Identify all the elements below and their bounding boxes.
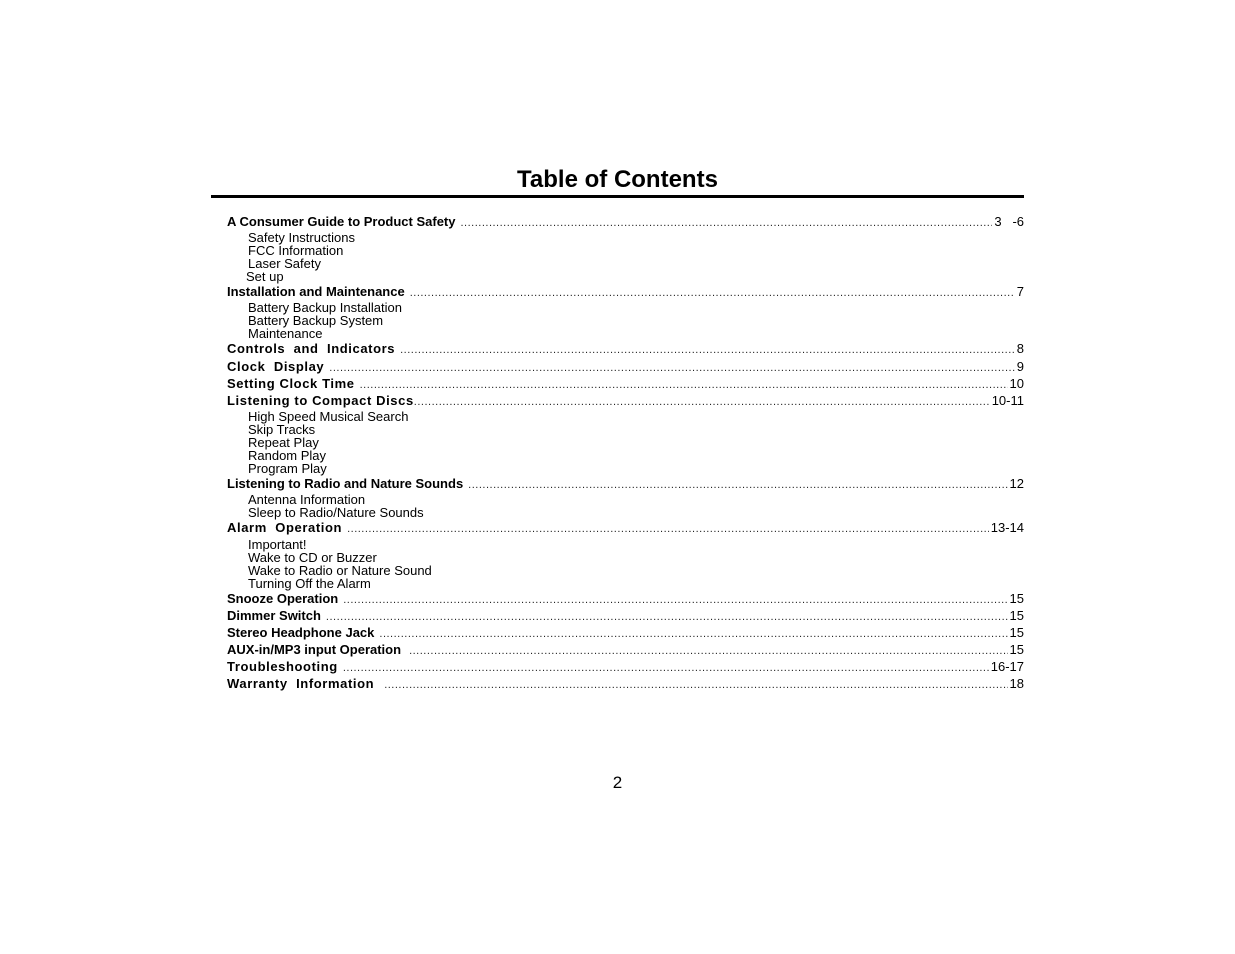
toc-subentries — [227, 492, 1024, 519]
toc-entry-label: Troubleshooting — [227, 659, 338, 675]
toc-entry-label: Snooze Operation — [227, 590, 339, 606]
page-title: Table of Contents — [517, 166, 718, 193]
toc-entry-page: 7 — [1016, 284, 1024, 300]
toc-entry[interactable] — [227, 475, 1024, 492]
page-number: 2 — [612, 773, 623, 792]
toc-subentry: Wake to CD or Buzzer — [248, 549, 377, 565]
dot-leader — [379, 626, 1007, 643]
toc-subentry: Program Play — [248, 461, 327, 477]
toc-subentries — [227, 409, 1024, 475]
toc-entry-label: Setting Clock Time — [227, 375, 355, 391]
toc-subentry: Random Play — [248, 448, 327, 464]
dot-leader — [343, 592, 1007, 609]
dot-leader — [326, 609, 1008, 626]
toc-entry-page: 15 — [1009, 590, 1024, 606]
toc-subentry: Sleep to Radio/Nature Sounds — [248, 505, 424, 521]
toc-entry[interactable] — [227, 607, 1024, 624]
title-underline — [211, 195, 1024, 198]
toc-entry-page: 12 — [1009, 476, 1024, 492]
toc-entry-page: 15 — [1009, 624, 1024, 640]
toc-entry-label: Installation and Maintenance — [227, 284, 405, 300]
dot-leader — [329, 360, 1014, 377]
toc-entry-label: Listening to Compact Discs — [227, 392, 414, 408]
toc-entry[interactable] — [227, 213, 1024, 230]
dot-leader — [461, 215, 993, 232]
toc-entry[interactable] — [227, 519, 1024, 536]
toc-entry-page: 9 — [1016, 358, 1024, 374]
dot-leader — [343, 660, 989, 677]
table-of-contents — [227, 213, 1024, 693]
toc-subentry: Wake to Radio or Nature Sound — [248, 562, 432, 578]
toc-subentries — [227, 537, 1024, 590]
toc-entry-page: 8 — [1016, 341, 1024, 357]
toc-entry-page: 15 — [1009, 642, 1024, 658]
toc-entry-page: 10-11 — [991, 392, 1024, 408]
toc-entry-page: 3 -6 — [994, 214, 1024, 229]
toc-entry-label: Alarm Operation — [227, 520, 343, 536]
dot-leader — [409, 643, 1007, 660]
dot-leader — [410, 285, 1015, 302]
toc-entry-label: Warranty Information — [227, 676, 375, 692]
toc-subentries — [227, 230, 1024, 283]
toc-subentry: Set up — [246, 269, 284, 285]
toc-subentry: Repeat Play — [248, 435, 319, 451]
toc-entry[interactable] — [227, 358, 1024, 375]
toc-entry[interactable] — [227, 590, 1024, 607]
toc-entry-page: 16-17 — [990, 659, 1024, 675]
dot-leader — [360, 377, 1008, 394]
toc-entry-label: Stereo Headphone Jack — [227, 624, 375, 640]
toc-subentry: Maintenance — [248, 326, 323, 342]
toc-subentry: Important! — [248, 536, 307, 552]
toc-entry[interactable] — [227, 675, 1024, 692]
toc-subentry: Battery Backup Installation — [248, 300, 402, 316]
toc-subentry: Safety Instructions — [248, 230, 355, 246]
toc-subentry: Antenna Information — [248, 492, 366, 508]
toc-subentry: FCC Information — [248, 243, 344, 259]
toc-subentry: Skip Tracks — [248, 422, 316, 438]
toc-entry-label: Controls and Indicators — [227, 341, 396, 357]
toc-subentry: Laser Safety — [248, 256, 321, 272]
toc-subentry: High Speed Musical Search — [248, 409, 409, 425]
toc-entry-label: Dimmer Switch — [227, 607, 321, 623]
toc-entry[interactable] — [227, 641, 1024, 658]
dot-leader — [384, 677, 1007, 694]
toc-entry-page: 15 — [1009, 607, 1024, 623]
toc-entry[interactable] — [227, 624, 1024, 641]
toc-entry-label: A Consumer Guide to Product Safety — [227, 214, 456, 229]
toc-entry-label: Clock Display — [227, 358, 325, 374]
dot-leader — [414, 394, 990, 411]
toc-entry-label: Listening to Radio and Nature Sounds — [227, 476, 464, 492]
toc-entry-page: 10 — [1009, 375, 1024, 391]
toc-entry[interactable] — [227, 340, 1024, 357]
toc-entry-page: 13-14 — [990, 520, 1024, 536]
toc-entry[interactable] — [227, 375, 1024, 392]
toc-entry[interactable] — [227, 392, 1024, 409]
toc-entry[interactable] — [227, 283, 1024, 300]
dot-leader — [347, 521, 989, 538]
toc-entry-page: 18 — [1009, 676, 1024, 692]
toc-entry-label: AUX-in/MP3 input Operation — [227, 642, 402, 658]
toc-subentry: Battery Backup System — [248, 313, 384, 329]
toc-subentry: Turning Off the Alarm — [248, 575, 371, 591]
dot-leader — [468, 477, 1007, 494]
toc-subentries — [227, 300, 1024, 340]
toc-entry[interactable] — [227, 658, 1024, 675]
dot-leader — [400, 342, 1015, 359]
